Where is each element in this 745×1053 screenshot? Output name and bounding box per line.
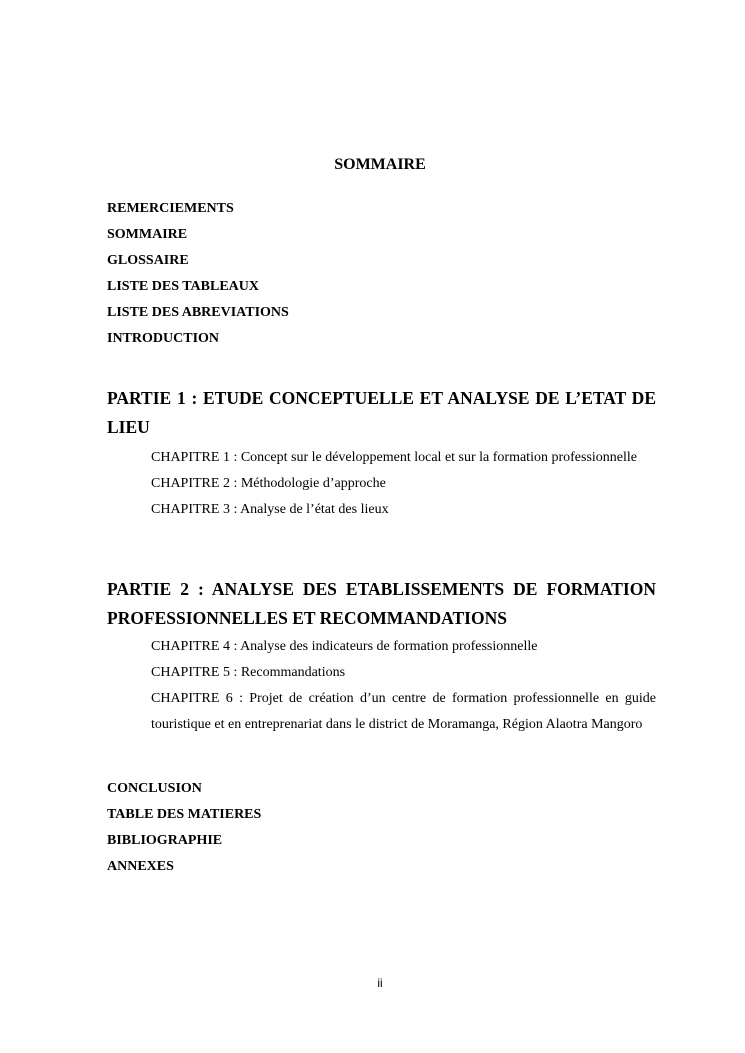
toc-entry-remerciements: REMERCIEMENTS	[107, 201, 234, 216]
toc-entry-liste-tableaux: LISTE DES TABLEAUX	[107, 279, 259, 294]
toc-entry-sommaire: SOMMAIRE	[107, 227, 188, 242]
chapter-4-entry: CHAPITRE 4 : Analyse des indicateurs de formation professionnelle	[151, 639, 538, 654]
front-matter-list	[107, 196, 289, 352]
toc-entry-annexes: ANNEXES	[107, 859, 174, 874]
part-2-heading: PARTIE 2 : ANALYSE DES ETABLISSEMENTS DE FORMATION PROFESSIONNELLES ET RECOMMANDATIONS	[107, 579, 656, 628]
page-number: ii	[377, 976, 383, 990]
part-1-heading: PARTIE 1 : ETUDE CONCEPTUELLE ET ANALYSE DE L’ETAT DE LIEU	[107, 388, 656, 437]
chapter-2-entry: CHAPITRE 2 : Méthodologie d’approche	[151, 476, 386, 491]
back-matter-list	[107, 776, 261, 880]
page-title: SOMMAIRE	[334, 156, 426, 173]
toc-entry-table-matieres: TABLE DES MATIERES	[107, 807, 262, 822]
toc-entry-bibliographie: BIBLIOGRAPHIE	[107, 833, 223, 848]
toc-entry-glossaire: GLOSSAIRE	[107, 253, 189, 268]
chapter-1-entry: CHAPITRE 1 : Concept sur le développement local et sur la formation professionnelle	[151, 450, 637, 465]
toc-entry-conclusion: CONCLUSION	[107, 781, 202, 796]
part-1-chapter-list	[151, 445, 656, 523]
chapter-6-entry: CHAPITRE 6 : Projet de création d’un centre de formation professionnelle en guide touristique et en entreprenariat dans le district de Moramanga, Région Alaotra Mangoro	[151, 691, 656, 732]
part-2-chapter-list	[151, 634, 656, 738]
chapter-3-entry: CHAPITRE 3 : Analyse de l’état des lieux	[151, 502, 389, 517]
toc-entry-liste-abreviations: LISTE DES ABREVIATIONS	[107, 305, 289, 320]
chapter-5-entry: CHAPITRE 5 : Recommandations	[151, 665, 346, 680]
toc-entry-introduction: INTRODUCTION	[107, 331, 220, 346]
